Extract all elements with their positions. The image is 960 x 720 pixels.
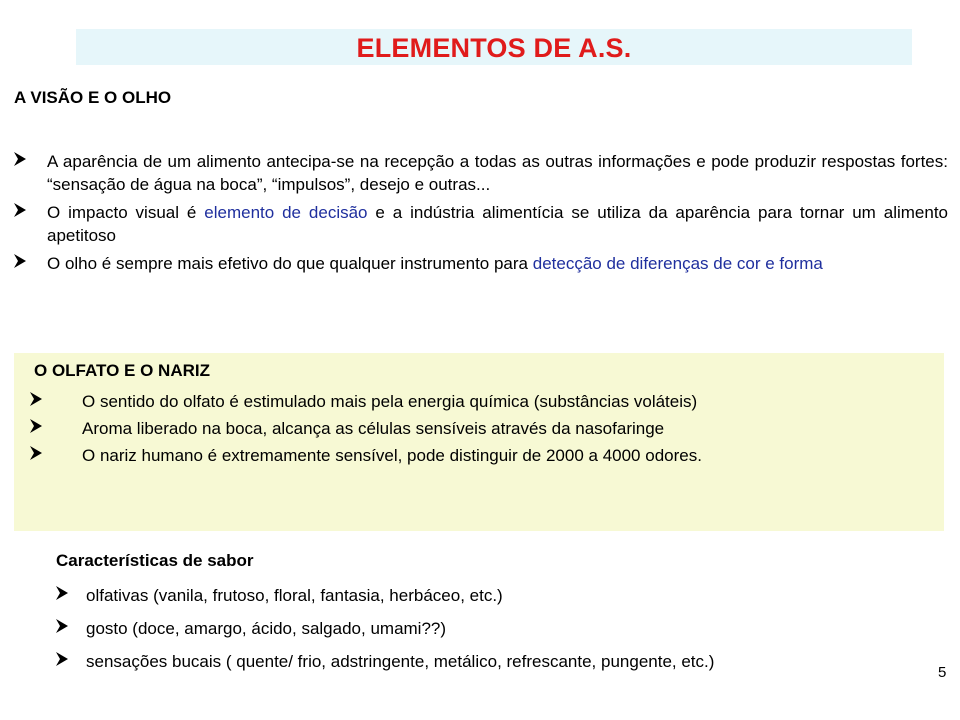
list-item [30, 417, 920, 440]
sabor-list [56, 584, 926, 683]
visao-list [14, 150, 948, 280]
arrow-bullet-icon [14, 254, 26, 268]
list-item [14, 201, 948, 247]
olfato-item-text: O sentido do olfato é estimulado mais pela energia química (substâncias voláteis) [82, 392, 698, 411]
arrow-bullet-icon [30, 446, 42, 460]
olfato-band [14, 353, 944, 531]
sabor-heading: Características de sabor [56, 551, 254, 570]
list-item [30, 444, 920, 467]
arrow-bullet-icon [56, 619, 68, 633]
arrow-bullet-icon [14, 203, 26, 217]
sabor-item-text: sensações bucais ( quente/ frio, adstringente, metálico, refrescante, pungente, etc.) [86, 652, 715, 671]
visao-heading: A VISÃO E O OLHO [14, 88, 172, 107]
title-band [76, 29, 912, 65]
olfato-heading: O OLFATO E O NARIZ [34, 361, 210, 380]
list-item [56, 617, 926, 640]
visao-item-text: O impacto visual é [47, 203, 205, 222]
olfato-item-text: O nariz humano é extremamente sensível, pode distinguir de 2000 a 4000 odores. [82, 446, 702, 465]
visao-item-highlight: elemento de decisão [204, 203, 368, 222]
list-item [14, 252, 948, 275]
arrow-bullet-icon [14, 152, 26, 166]
olfato-list [30, 390, 920, 471]
list-item [14, 150, 948, 196]
sabor-item-text: gosto (doce, amargo, ácido, salgado, umami??) [86, 619, 447, 638]
sabor-item-text: olfativas (vanila, frutoso, floral, fantasia, herbáceo, etc.) [86, 586, 503, 605]
list-item [56, 584, 926, 607]
list-item [30, 390, 920, 413]
visao-item-text: O olho é sempre mais efetivo do que qualquer instrumento para [47, 254, 533, 273]
page-number: 5 [938, 664, 947, 681]
olfato-item-text: Aroma liberado na boca, alcança as células sensíveis através da nasofaringe [82, 419, 665, 438]
visao-item-text: A aparência de um alimento antecipa-se na recepção a todas as outras informações e pode produzir respostas fortes: “sensação de água na boca”, “impulsos”, desejo e outras... [47, 152, 948, 194]
visao-item-text: e a indústria alimentícia se utiliza da aparência para tornar um alimento apetitoso [47, 203, 948, 245]
arrow-bullet-icon [56, 652, 68, 666]
visao-item-highlight: detecção de diferenças de cor e forma [532, 254, 823, 273]
slide-title: ELEMENTOS DE A.S. [356, 33, 632, 63]
arrow-bullet-icon [30, 419, 42, 433]
list-item [56, 650, 926, 673]
arrow-bullet-icon [30, 392, 42, 406]
arrow-bullet-icon [56, 586, 68, 600]
